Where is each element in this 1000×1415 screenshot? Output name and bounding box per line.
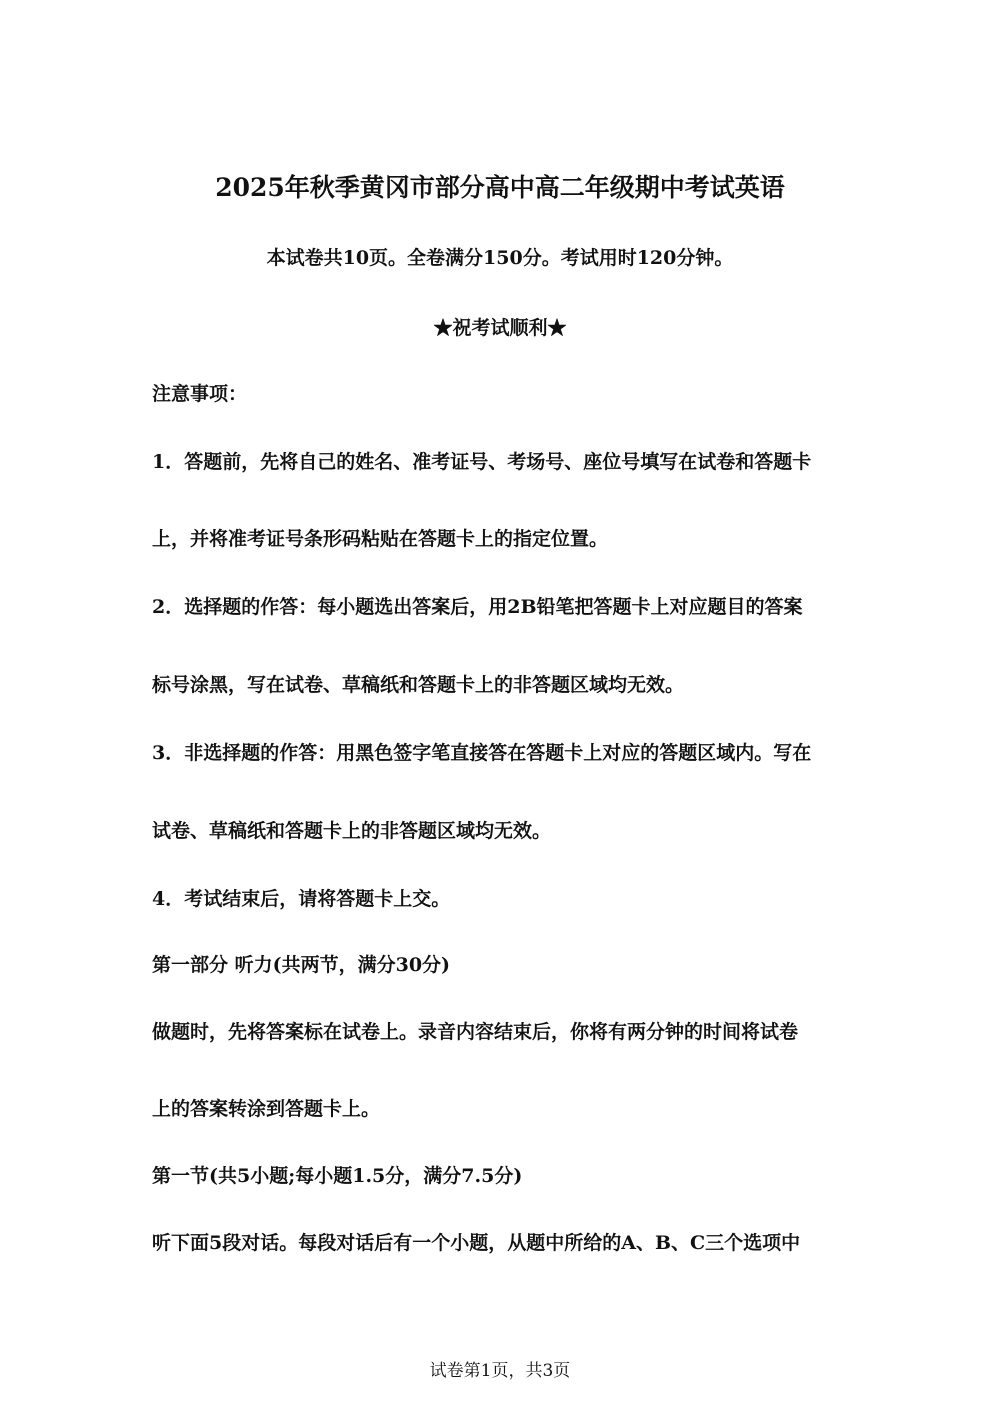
notice-3-line-2: 试卷、草稿纸和答题卡上的非答题区域均无效。 [152,820,552,842]
exam-subtitle: 本试卷共10页。全卷满分150分。考试用时120分钟。 [266,247,734,269]
good-luck-line: ★祝考试顺利★ [433,317,567,339]
section-1-heading: 第一节(共5小题;每小题1.5分，满分7.5分) [152,1165,523,1187]
part-1-heading: 第一部分 听力(共两节，满分30分) [152,954,451,976]
notice-2-line-1: 2．选择题的作答：每小题选出答案后，用2B铅笔把答题卡上对应题目的答案 [152,596,803,618]
notice-1-line-1: 1．答题前，先将自己的姓名、准考证号、考场号、座位号填写在试卷和答题卡 [152,451,812,473]
part-1-instructions-line-2: 上的答案转涂到答题卡上。 [152,1098,381,1120]
notice-2-line-2: 标号涂黑，写在试卷、草稿纸和答题卡上的非答题区域均无效。 [152,674,685,696]
notice-4-line-1: 4．考试结束后，请将答题卡上交。 [152,888,451,910]
page-footer: 试卷第1页，共3页 [429,1361,571,1381]
exam-title: 2025年秋季黄冈市部分高中高二年级期中考试英语 [215,173,785,202]
notice-1-line-2: 上，并将准考证号条形码粘贴在答题卡上的指定位置。 [152,528,609,550]
section-1-instructions-line-1: 听下面5段对话。每段对话后有一个小题，从题中所给的A、B、C三个选项中 [152,1232,801,1254]
notice-heading: 注意事项： [152,383,248,405]
part-1-instructions-line-1: 做题时，先将答案标在试卷上。录音内容结束后，你将有两分钟的时间将试卷 [152,1021,799,1043]
notice-3-line-1: 3．非选择题的作答：用黑色签字笔直接答在答题卡上对应的答题区域内。写在 [152,742,812,764]
